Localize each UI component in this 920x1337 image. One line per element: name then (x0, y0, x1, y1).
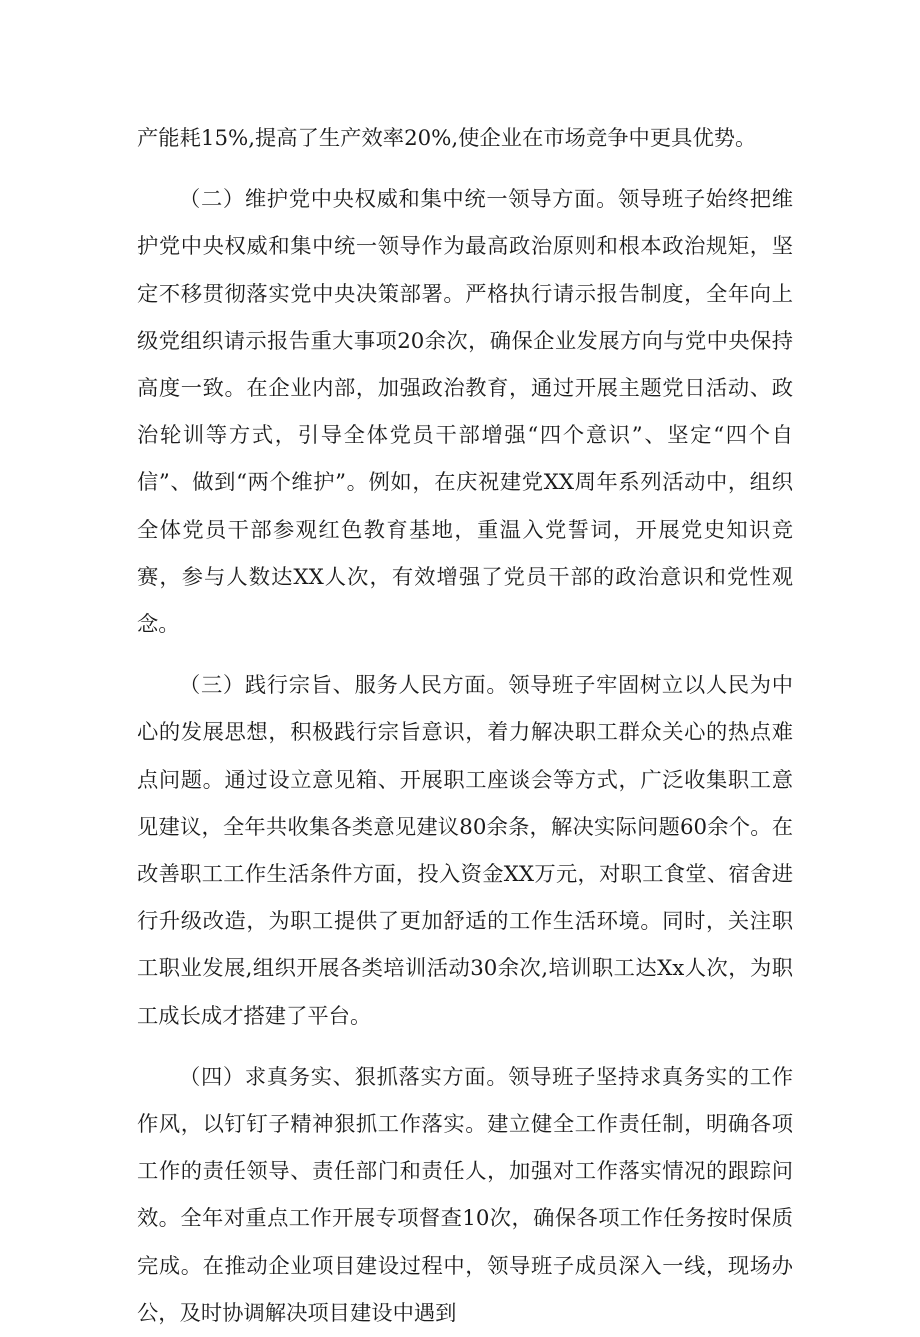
paragraph-section-2: （二）维护党中央权威和集中统一领导方面。领导班子始终把维护党中央权威和集中统一领导作为最高政治原则和根本政治规矩，坚定不移贯彻落实党中央决策部署。严格执行请示报告制度，全年向上级党组织请示报告重大事项20余次，确保企业发展方向与党中央保持高度一致。在企业内部，加强政治教育，通过开展主题党日活动、政治轮训等方式，引导全体党员干部增强“四个意识”、坚定“四个自信”、做到“两个维护”。例如，在庆祝建党XX周年系列活动中，组织全体党员干部参观红色教育基地，重温入党誓词，开展党史知识竞赛，参与人数达XX人次，有效增强了党员干部的政治意识和党性观念。 (137, 187, 793, 638)
document-body (137, 115, 793, 1337)
paragraph-section-4: （四）求真务实、狠抓落实方面。领导班子坚持求真务实的工作作风，以钉钉子精神狠抓工作落实。建立健全工作责任制，明确各项工作的责任领导、责任部门和责任人，加强对工作落实情况的跟踪问效。全年对重点工作开展专项督查10次，确保各项工作任务按时保质完成。在推动企业项目建设过程中，领导班子成员深入一线，现场办公，及时协调解决项目建设中遇到 (137, 1064, 793, 1326)
paragraph-section-3: （三）践行宗旨、服务人民方面。领导班子牢固树立以人民为中心的发展思想，积极践行宗旨意识，着力解决职工群众关心的热点难点问题。通过设立意见箱、开展职工座谈会等方式，广泛收集职工意见建议，全年共收集各类意见建议80余条，解决实际问题60余个。在改善职工工作生活条件方面，投入资金XX万元，对职工食堂、宿舍进行升级改造，为职工提供了更加舒适的工作生活环境。同时，关注职工职业发展,组织开展各类培训活动30余次,培训职工达Xx人次，为职工成长成才搭建了平台。 (137, 673, 793, 1029)
paragraph-continuation: 产能耗15%,提高了生产效率20%,使企业在市场竞争中更具优势。 (137, 126, 757, 151)
